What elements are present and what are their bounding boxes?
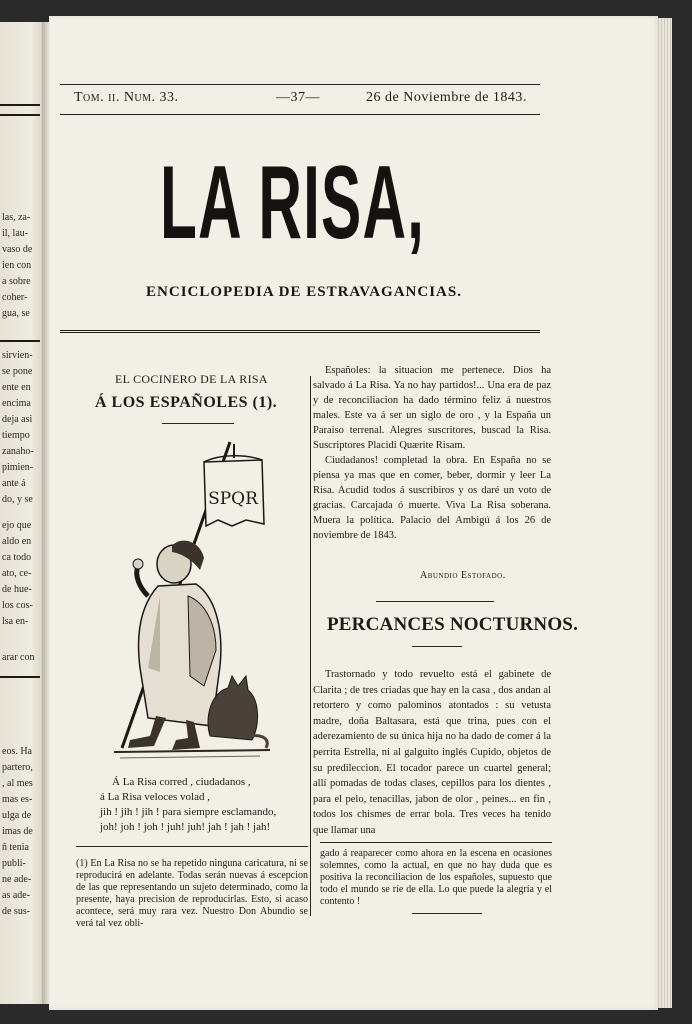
facing-page-text-fragment: ato, ce- bbox=[2, 568, 32, 579]
facing-page-text-fragment: lsa en- bbox=[2, 616, 29, 627]
proclamation-paragraph: Españoles: la situacion me pertenece. Dios ha salvado á La Risa. Ya no hay partidos!... Una era de paz y de reconciliacion ha dado término feliz á nuestros males. Este va á ser un siglo de oro , y la España un Paraiso terrenal. Alegres suscritores, buscad la Risa. Suscriptores Placidi Quærite Risam. bbox=[313, 365, 551, 451]
end-rule bbox=[412, 913, 482, 914]
facing-page-text-fragment: pimien- bbox=[2, 462, 34, 473]
issue-number: Tom. ii. Num. 33. bbox=[74, 90, 179, 105]
signature: Abundio Estofado. bbox=[420, 570, 506, 581]
masthead-title: LA RISA, bbox=[160, 145, 426, 261]
facing-page-text-fragment: ca todo bbox=[2, 552, 32, 563]
footnote-text: (1) En La Risa no se ha repetido ninguna caricatura, ni se reproducirá en adelante. Todas serán nuevas á escepcion de las que representando un sujeto determinado, como la presente, haya precision de reproducirlas. Esto, si acaso acontece, será muy rara vez. Nuestro Don Abundio se verá tal vez obli- bbox=[76, 858, 308, 929]
page-number: —37— bbox=[276, 90, 320, 105]
facing-page-text-fragment: las, za- bbox=[2, 212, 31, 223]
facing-page-rule bbox=[0, 340, 40, 342]
issue-date: 26 de Noviembre de 1843. bbox=[366, 90, 527, 105]
masthead-subtitle: ENCICLOPEDIA DE ESTRAVAGANCIAS. bbox=[146, 284, 462, 300]
facing-page-text-fragment: se pone bbox=[2, 366, 33, 377]
facing-page-text-fragment: ente en bbox=[2, 382, 31, 393]
facing-page-text-fragment: ante á bbox=[2, 478, 26, 489]
facing-page bbox=[0, 22, 44, 1004]
masthead-rule bbox=[60, 330, 540, 333]
facing-page-text-fragment: coher- bbox=[2, 292, 28, 303]
verse-line-3: jih ! jih ! jih ! para siempre esclamando, bbox=[100, 806, 277, 818]
facing-page-text-fragment: zanaho- bbox=[2, 446, 34, 457]
footnote-rule bbox=[76, 846, 308, 847]
title-rule bbox=[162, 423, 234, 424]
footnote bbox=[76, 858, 308, 930]
facing-page-text-fragment: de sus- bbox=[2, 906, 31, 917]
facing-page-rule bbox=[0, 104, 40, 106]
continuation-rule bbox=[320, 842, 552, 843]
verse-line-1: Á La Risa corred , ciudadanos , bbox=[112, 776, 251, 788]
header-rule-bottom bbox=[60, 114, 540, 115]
facing-page-text-fragment: ñ tenia bbox=[2, 842, 29, 853]
facing-page-text-fragment: eos. Ha bbox=[2, 746, 32, 757]
article-title: Á LOS ESPAÑOLES (1). bbox=[95, 394, 278, 411]
banner-text: SPQR bbox=[208, 489, 258, 509]
facing-page-text-fragment: encima bbox=[2, 398, 31, 409]
facing-page-text-fragment: de hue- bbox=[2, 584, 32, 595]
story-paragraph: Trastornado y todo revuelto está el gabinete de Clarita ; de tres criadas que hay en la casa , dos andan al retortero y como palominos atontados : su vetusta madre, doña Baltasara, está que trina, pues con el aderezamiento de su única hija no ha dado de comer á la perrita Estrella, ni al galguito inglés Cupido, objetos de su predileccion. El tocador parece un cuartel general; allí pomadas de todas clases, cepillos para los dientes , para el pelo, tenacillas, jabon de olor , peines... en fin , todos los chismes de errar bola. Tres veces ha tenido que llamar una bbox=[313, 669, 551, 836]
facing-page-text-fragment: il, lau- bbox=[2, 228, 29, 239]
facing-page-text-fragment: ne ade- bbox=[2, 874, 32, 885]
continuation-paragraph: gado á reaparecer como ahora en la escena en ocasiones solemnes, como la actual, en que no hay duda que es positiva la reconciliacion de los españoles, supuesto que todo el mundo se ríe de ella. Lo que puede la alegría y el contento ! bbox=[320, 848, 552, 907]
section-rule-top bbox=[376, 601, 494, 602]
facing-page-text-fragment: tiempo bbox=[2, 430, 30, 441]
page-edges bbox=[656, 18, 672, 1008]
facing-page-text-fragment: vaso de bbox=[2, 244, 33, 255]
facing-page-text-fragment: deja asi bbox=[2, 414, 33, 425]
facing-page-text-fragment: ejo que bbox=[2, 520, 32, 531]
facing-page-text-fragment: ulga de bbox=[2, 810, 32, 821]
section-rule-bottom bbox=[412, 646, 462, 647]
facing-page-rule bbox=[0, 676, 40, 678]
facing-page-text-fragment: publi- bbox=[2, 858, 26, 869]
article-kicker: EL COCINERO DE LA RISA bbox=[115, 372, 268, 386]
facing-page-text-fragment: arar con bbox=[2, 652, 35, 663]
cook-illustration bbox=[100, 436, 280, 772]
continuation-text bbox=[320, 848, 552, 908]
facing-page-text-fragment: , al mes bbox=[2, 778, 33, 789]
verse-line-4: joh! joh ! joh ! juh! juh! jah ! jah ! jah! bbox=[100, 821, 271, 833]
facing-page-text-fragment: ien con bbox=[2, 260, 32, 271]
facing-page-text-fragment: sirvien- bbox=[2, 350, 33, 361]
column-divider bbox=[310, 376, 311, 916]
verse-line-2: á La Risa veloces volad , bbox=[100, 791, 210, 803]
facing-page-text-fragment: mas es- bbox=[2, 794, 33, 805]
facing-page-text-fragment: do, y se bbox=[2, 494, 33, 505]
facing-page-text-fragment: gua, se bbox=[2, 308, 30, 319]
facing-page-text-fragment: partero, bbox=[2, 762, 33, 773]
story-text bbox=[313, 667, 551, 839]
facing-page-text-fragment: aldo en bbox=[2, 536, 32, 547]
section-title: PERCANCES NOCTURNOS. bbox=[327, 614, 579, 635]
facing-page-rule bbox=[0, 114, 40, 116]
facing-page-text-fragment: los cos- bbox=[2, 600, 33, 611]
facing-page-text-fragment: a sobre bbox=[2, 276, 31, 287]
facing-page-text-fragment: imas de bbox=[2, 826, 33, 837]
header-rule-top bbox=[60, 84, 540, 85]
proclamation-paragraph: Ciudadanos! completad la obra. En España no se piensa ya mas que en comer, beber, dormir y leer La Risa. Acudid todos á suscribiros y os daré un voto de gracias. Carcajada ó muerte. Viva La Risa soberana. Muera la política. Palacio del Ambigú á los 26 de noviembre de 1843. bbox=[313, 455, 551, 541]
proclamation-text bbox=[313, 363, 551, 543]
facing-page-text-fragment: as ade- bbox=[2, 890, 31, 901]
